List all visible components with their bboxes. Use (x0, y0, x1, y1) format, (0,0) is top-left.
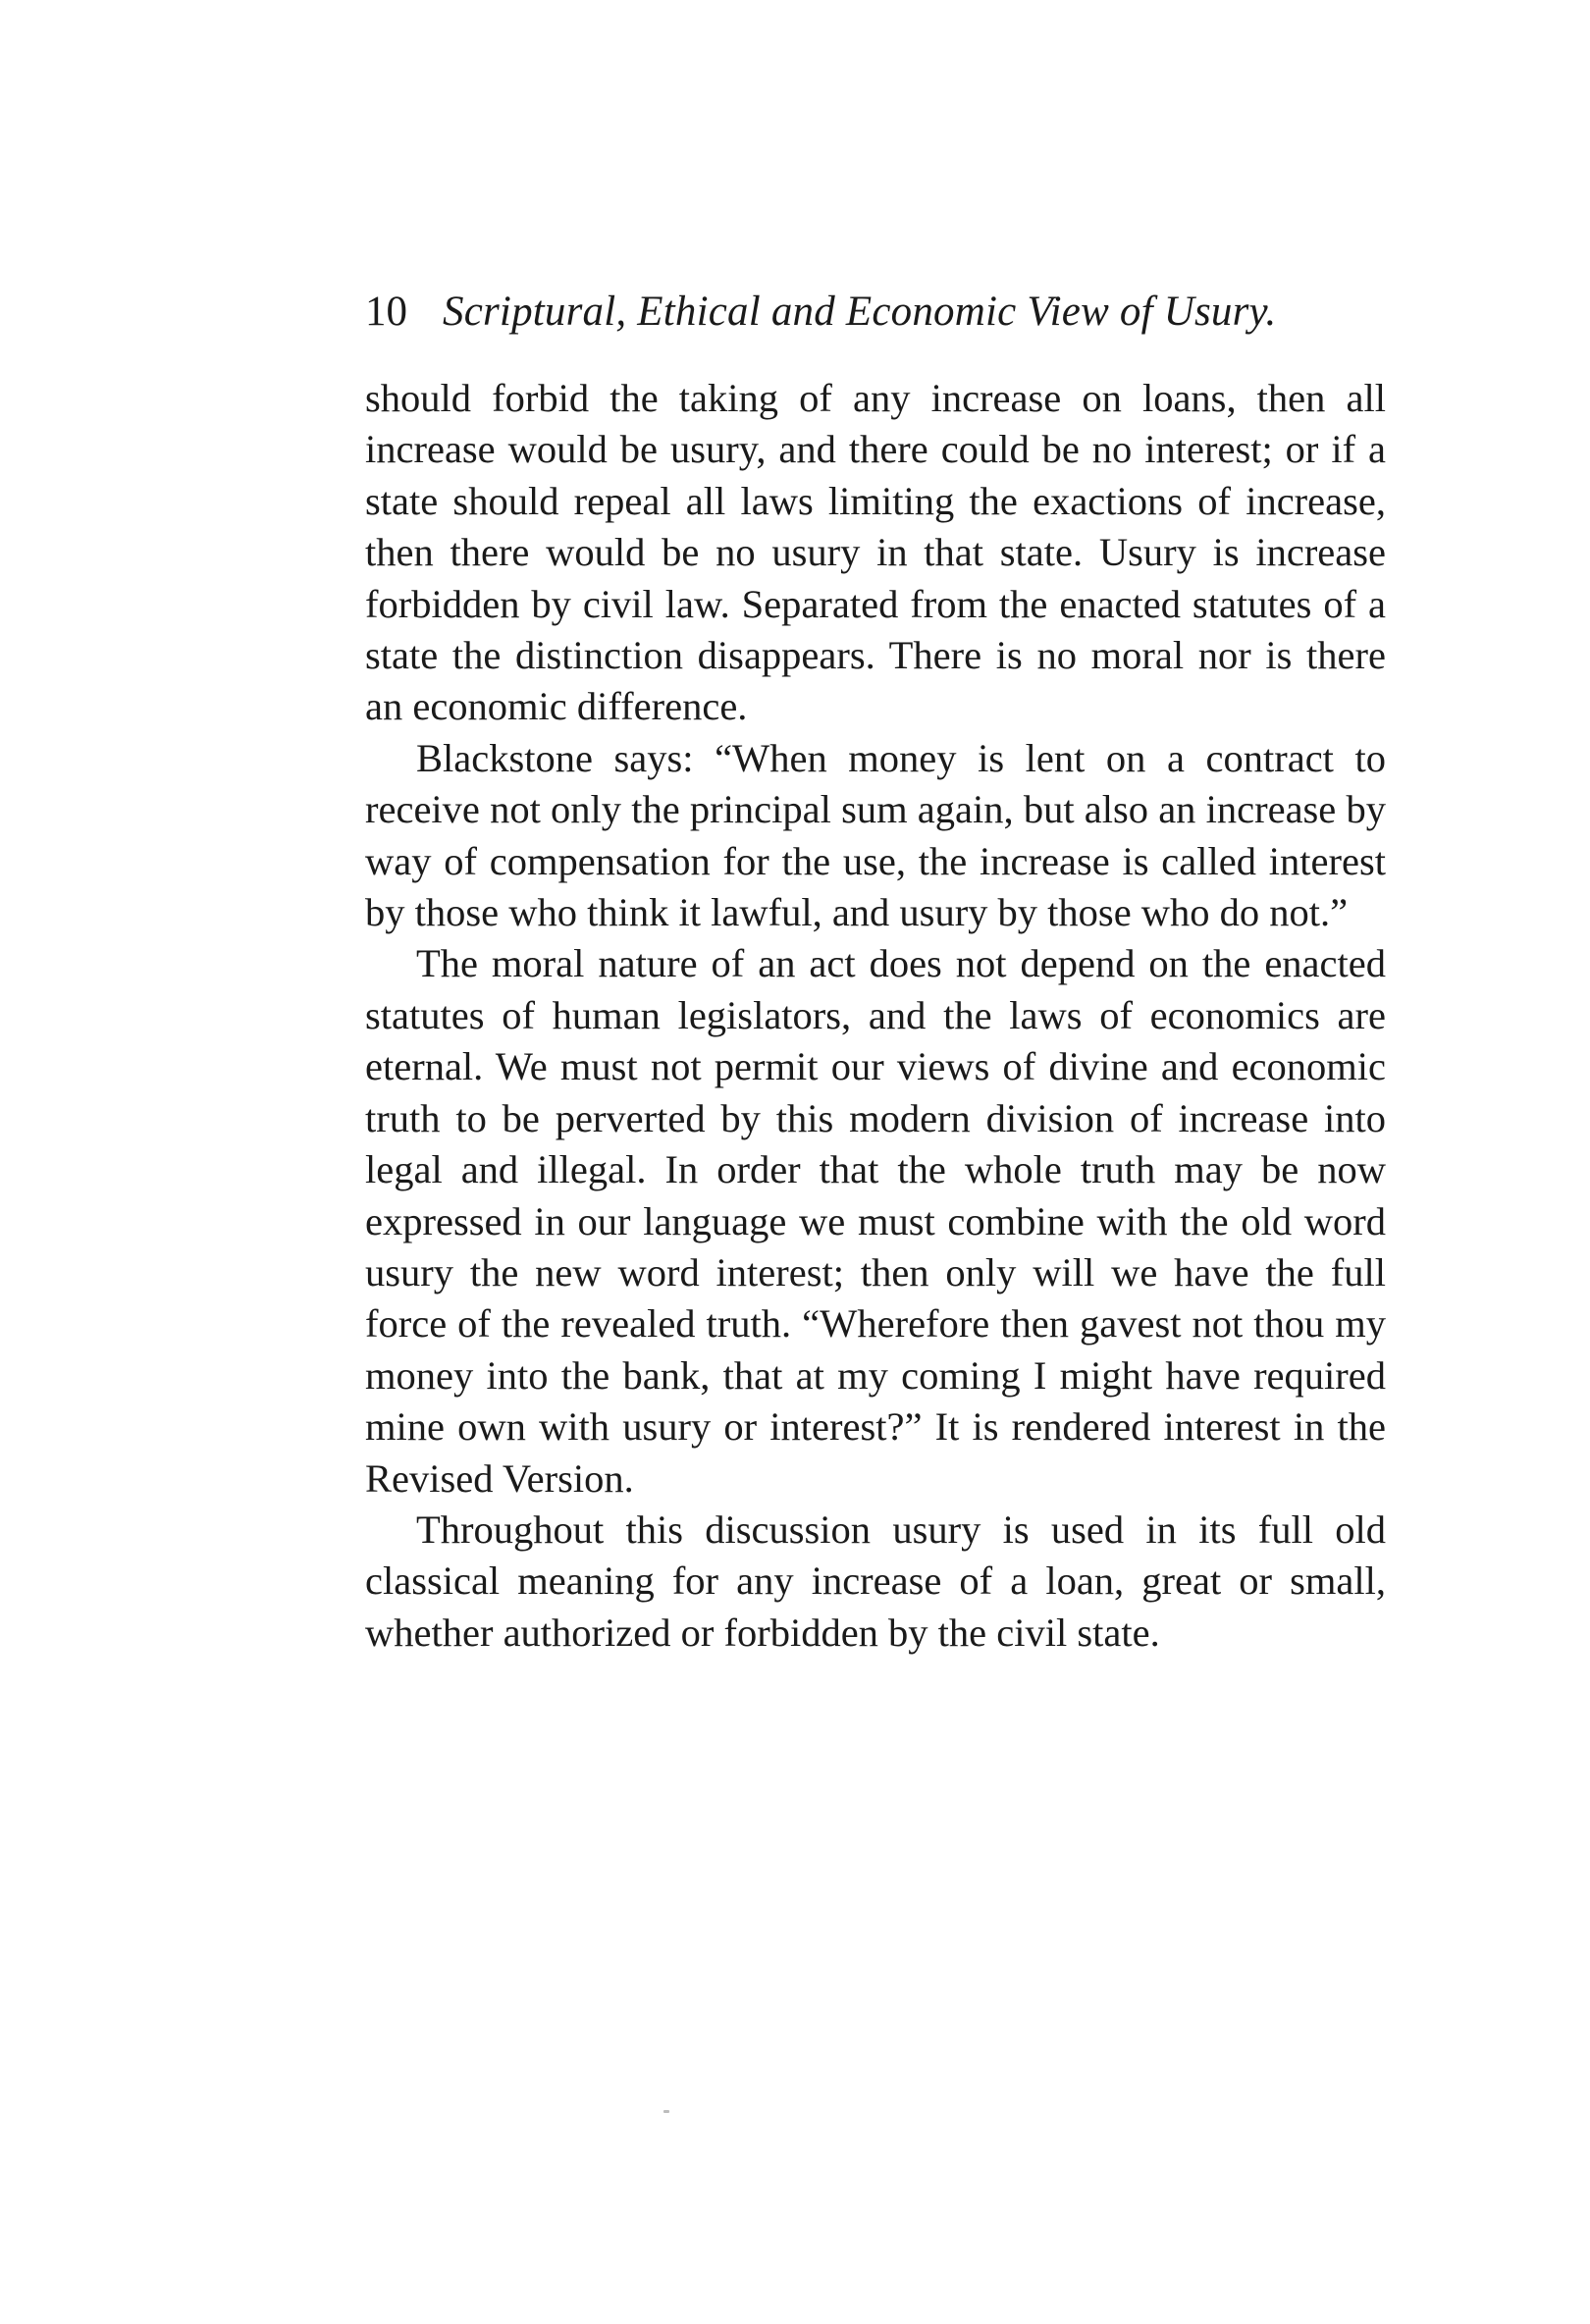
paragraph-moral-nature: The moral nature of an act does not depend on the enacted statutes of human legislators, and the laws of economics are eternal. We must not permit our views of divine and economic truth to be perverted by this modern division of increase into legal and illegal. In order that the whole truth may be now expressed in our language we must combine with the old word usury the new word interest; then only will we have the full force of the revealed truth. “Wherefore then gavest not thou my money into the bank, that at my coming I might have required mine own with usury or interest?” It is rendered interest in the Revised Version. (365, 941, 1386, 1501)
paragraph-continuation: should forbid the taking of any increase on loans, then all increase would be usury, and there could be no interest; or if a state should repeal all laws limiting the exactions of increase, then there would be no usury in that state. Usury is increase forbidden by civil law. Separated from the enacted statutes of a state the distinction disappears. There is no moral nor is there an economic difference. (365, 376, 1386, 729)
running-head (365, 283, 1386, 342)
body-text (365, 373, 1386, 1659)
scan-speck (663, 2110, 669, 2113)
paragraph-usury-definition: Throughout this discussion usury is used in its full old classical meaning for any increase of a loan, great or small, whether authorized or forbidden by the civil state. (365, 1506, 1386, 1655)
page-number: 10 (365, 289, 407, 335)
running-title: Scriptural, Ethical and Economic View of Usury. (443, 289, 1277, 335)
paragraph-blackstone-quote: Blackstone says: “When money is lent on a contract to receive not only the principal sum again, but also an increase by way of compensation for the use, the increase is called interest by those who think it lawful, and usury by those who do not.” (365, 735, 1386, 935)
